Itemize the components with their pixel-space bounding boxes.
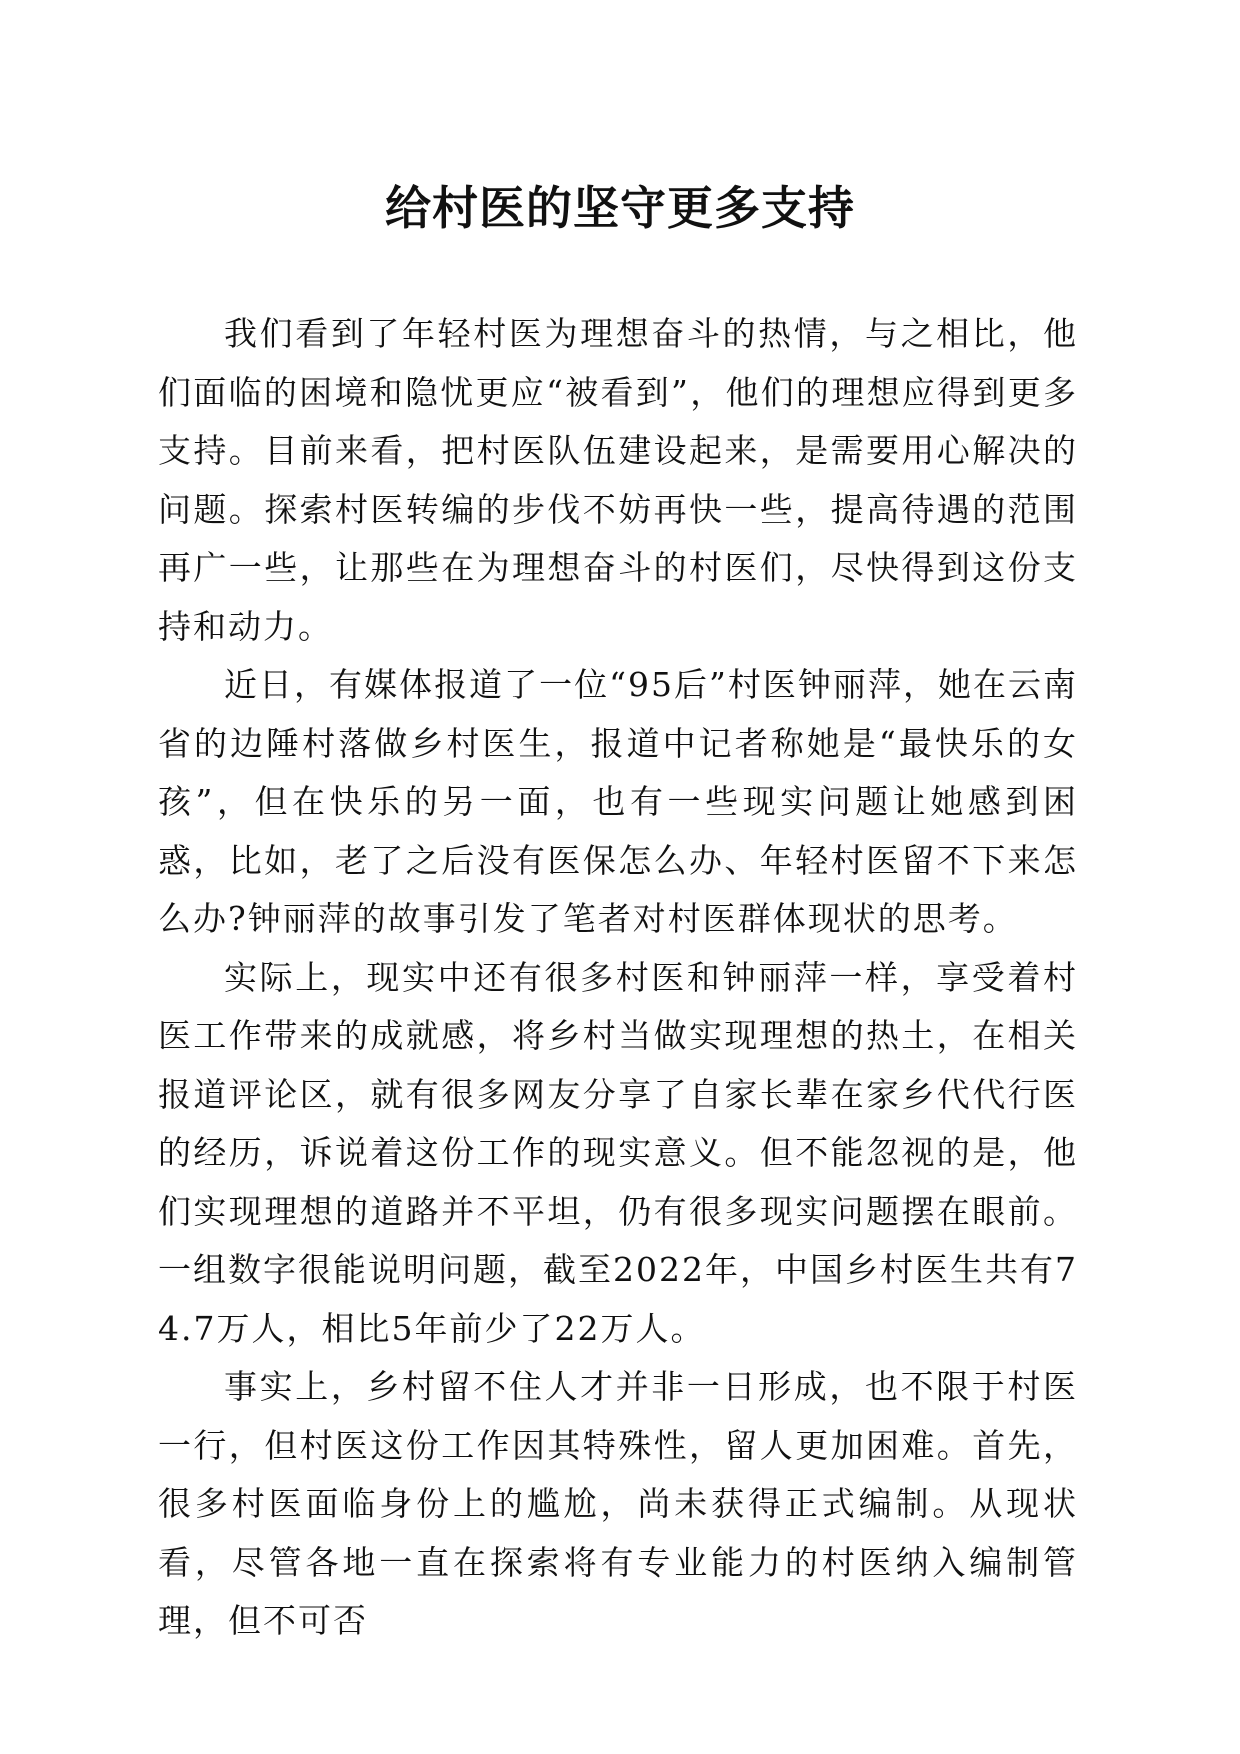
paragraph: 事实上，乡村留不住人才并非一日形成，也不限于村医一行，但村医这份工作因其特殊性，留人更加困难。首先，很多村医面临身份上的尴尬，尚未获得正式编制。从现状看，尽管各地一直在探索将有专业能力的村医纳入编制管理，但不可否 [158, 1367, 1078, 1640]
article-title: 给村医的坚守更多支持 [385, 181, 855, 235]
article-body [158, 305, 1078, 1651]
paragraph: 近日，有媒体报道了一位“95后”村医钟丽萍，她在云南省的边陲村落做乡村医生，报道中记者称她是“最快乐的女孩”，但在快乐的另一面，也有一些现实问题让她感到困惑，比如，老了之后没有医保怎么办、年轻村医留不下来怎么办?钟丽萍的故事引发了笔者对村医群体现状的思考。 [158, 665, 1078, 938]
paragraph: 我们看到了年轻村医为理想奋斗的热情，与之相比，他们面临的困境和隐忧更应“被看到”，他们的理想应得到更多支持。目前来看，把村医队伍建设起来，是需要用心解决的问题。探索村医转编的步伐不妨再快一些，提高待遇的范围再广一些，让那些在为理想奋斗的村医们，尽快得到这份支持和动力。 [158, 314, 1078, 646]
paragraph: 实际上，现实中还有很多村医和钟丽萍一样，享受着村医工作带来的成就感，将乡村当做实现理想的热土，在相关报道评论区，就有很多网友分享了自家长辈在家乡代代行医的经历，诉说着这份工作的现实意义。但不能忽视的是，他们实现理想的道路并不平坦，仍有很多现实问题摆在眼前。一组数字很能说明问题，截至2022年，中国乡村医生共有74.7万人，相比5年前少了22万人。 [158, 957, 1078, 1348]
